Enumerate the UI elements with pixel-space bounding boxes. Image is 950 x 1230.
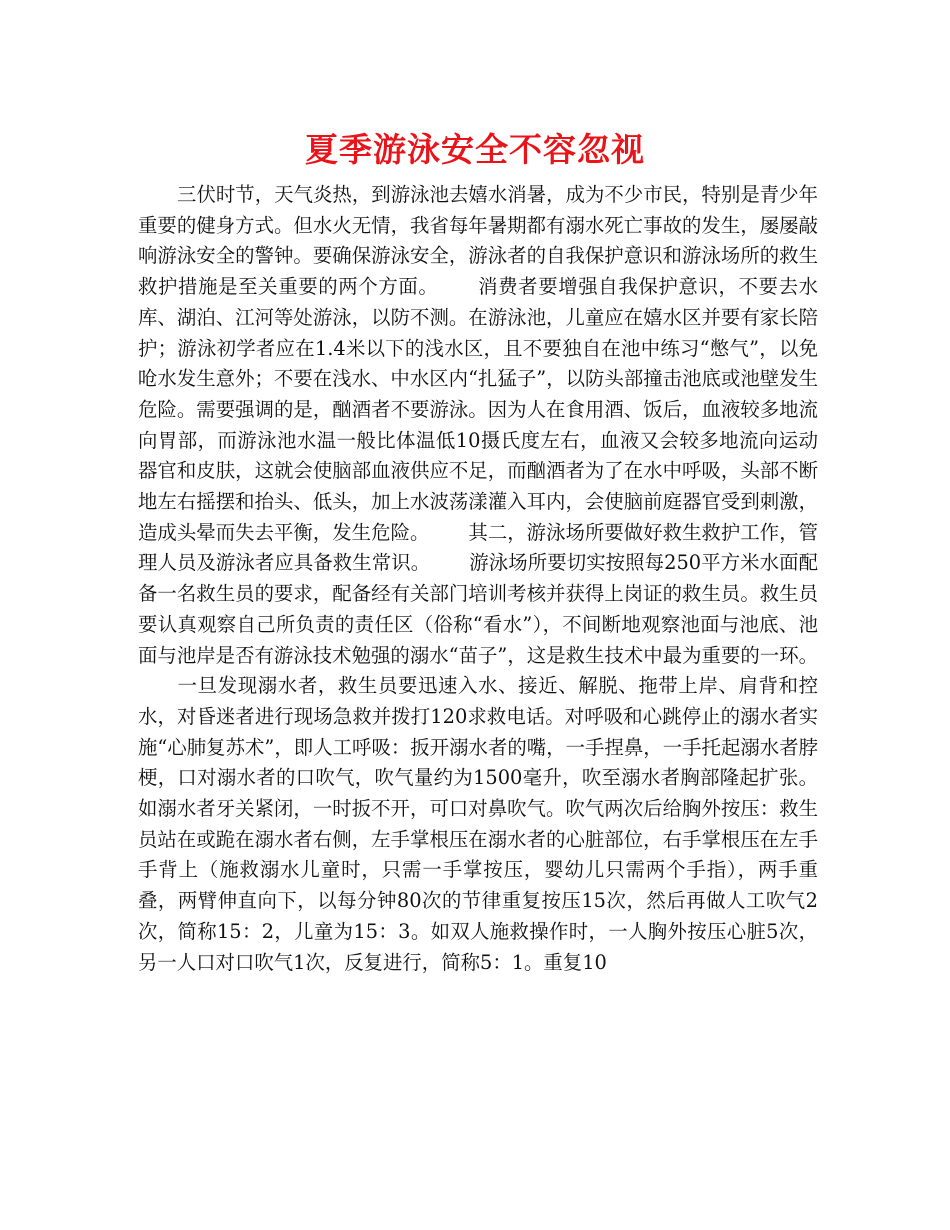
paragraph: 三伏时节，天气炎热，到游泳池去嬉水消暑，成为不少市民，特别是青少年重要的健身方式。但水火无情，我省每年暑期都有溺水死亡事故的发生，屡屡敲响游泳安全的警钟。要确保游泳安全，游泳者的自我保护意识和游泳场所的救生救护措施是至关重要的两个方面。 <box>138 183 818 299</box>
document-title: 夏季游泳安全不容忽视 <box>305 130 645 169</box>
paragraph: 消费者要增强自我保护意识，不要去水库、湖泊、江河等处游泳，以防不测。在游泳池，儿童应在嬉水区并要有家长陪护；游泳初学者应在1.4米以下的浅水区，且不要独自在池中练习“憋气”，以免呛水发生意外；不要在浅水、中水区内“扎猛子”，以防头部撞击池底或池壁发生危险。需要强调的是，酗酒者不要游泳。因为人在食用酒、饭后，血液较多地流向胃部，而游泳池水温一般比体温低10摄氏度左右，血液又会较多地流向运动器官和皮肤，这就会使脑部血液供应不足，而酗酒者为了在水中呼吸，头部不断地左右摇摆和抬头、低头，加上水波荡漾灌入耳内，会使脑前庭器官受到刺激，造成头晕而失去平衡，发生危险。 <box>138 275 818 544</box>
document-body <box>138 180 818 978</box>
paragraph: 游泳场所要切实按照每250平方米水面配备一名救生员的要求，配备经有关部门培训考核并获得上岗证的救生员。救生员要认真观察自己所负责的责任区（俗称“看水”），不间断地观察池面与池底、池面与池岸是否有游泳技术勉强的溺水“苗子”，这是救生技术中最为重要的一环。 <box>138 551 819 667</box>
paragraph: 一旦发现溺水者，救生员要迅速入水、接近、解脱、拖带上岸、肩背和控水，对昏迷者进行现场急救并拨打120求救电话。对呼吸和心跳停止的溺水者实施“心肺复苏术”，即人工呼吸：扳开溺水者的嘴，一手捏鼻，一手托起溺水者脖梗，口对溺水者的口吹气，吹气量约为1500毫升，吹至溺水者胸部隆起扩张。如溺水者牙关紧闭，一时扳不开，可口对鼻吹气。吹气两次后给胸外按压：救生员站在或跪在溺水者右侧，左手掌根压在溺水者的心脏部位，右手掌根压在左手手背上（施救溺水儿童时，只需一手掌按压，婴幼儿只需两个手指），两手重叠，两臂伸直向下，以每分钟80次的节律重复按压15次，然后再做人工吹气2次，简称15：2，儿童为15：3。如双人施救操作时，一人胸外按压心脏5次，另一人口对口吹气1次，反复进行，简称5：1。重复10 <box>138 674 818 974</box>
paragraph: 其二，游泳场所要做好救生救护工作，管理人员及游泳者应具备救生常识。 <box>138 520 819 575</box>
